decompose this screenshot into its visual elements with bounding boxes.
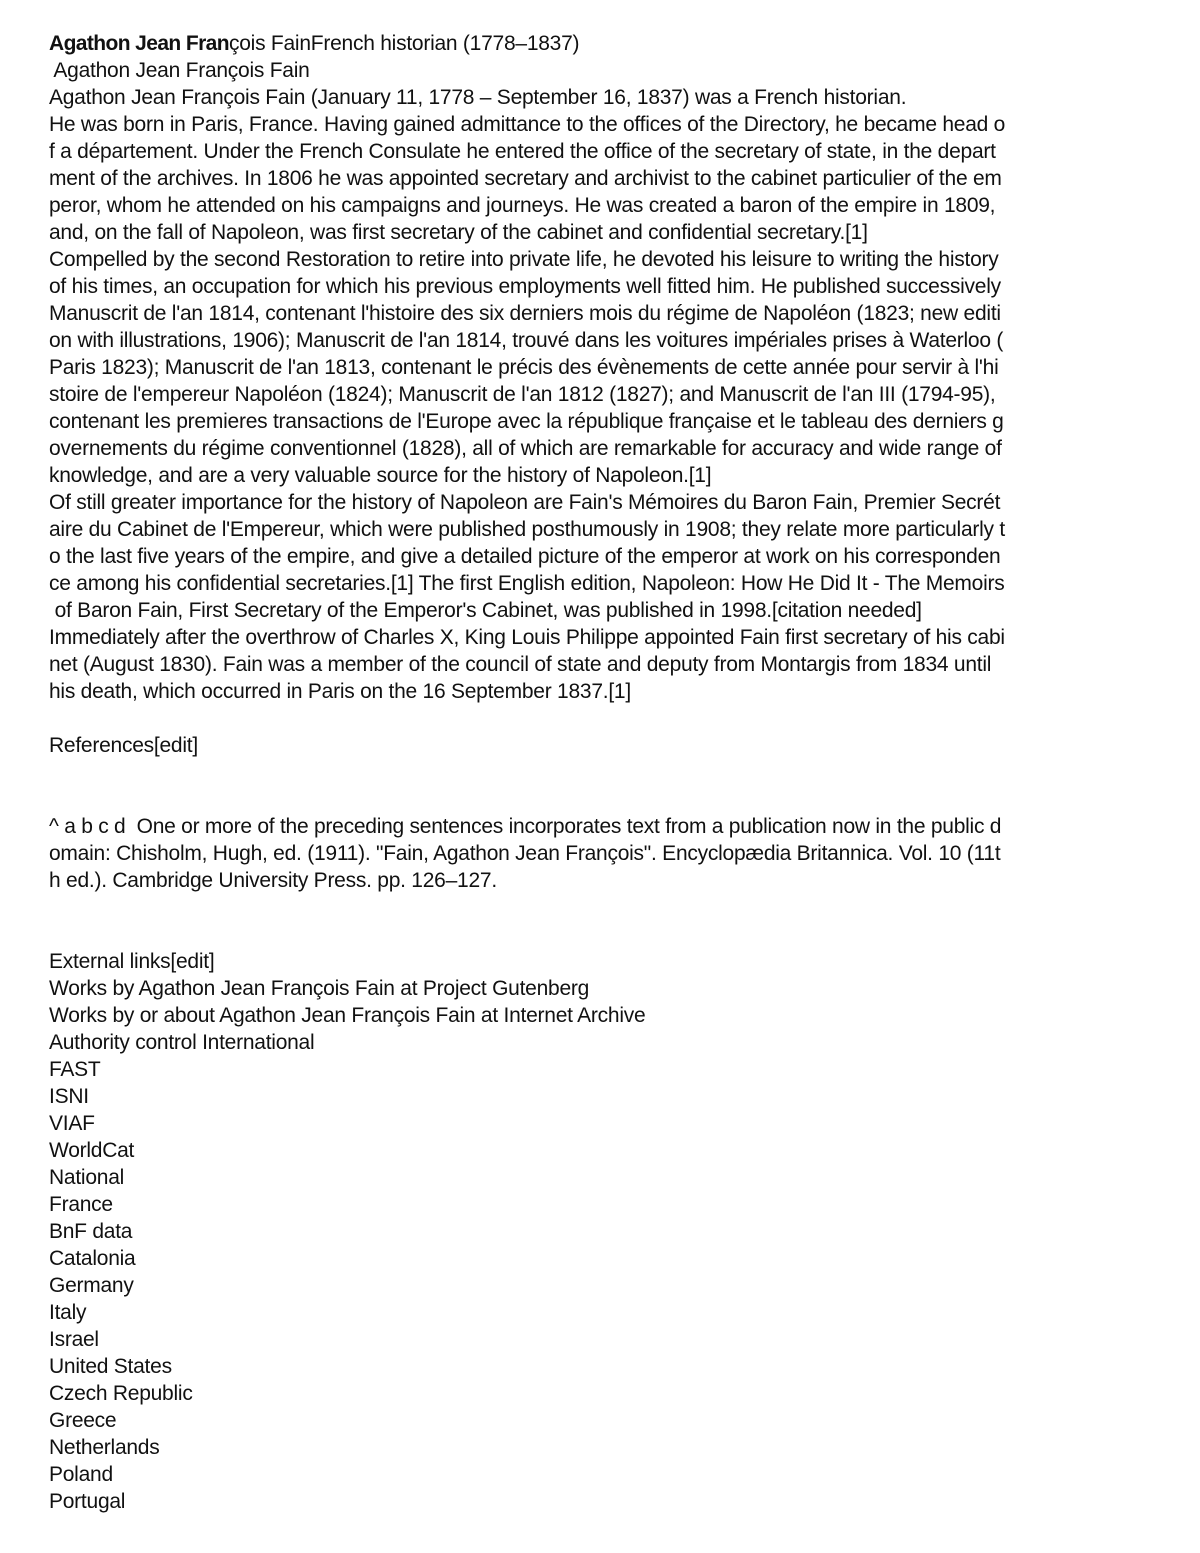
authority-item[interactable]: Netherlands: [49, 1436, 160, 1459]
article-body: [49, 84, 1149, 705]
body-line: net (August 1830). Fain was a member of the council of state and deputy from Montargis from 1834 until: [49, 653, 992, 676]
authority-item[interactable]: FAST: [49, 1058, 101, 1081]
external-link[interactable]: Works by or about Agathon Jean François Fain at Internet Archive: [49, 1004, 646, 1027]
body-line: Agathon Jean François Fain (January 11, 1778 – September 16, 1837) was a French historian.: [49, 86, 907, 109]
page-title-rest: çois FainFrench historian (1778–1837): [229, 32, 580, 55]
body-line: He was born in Paris, France. Having gained admittance to the offices of the Directory, he became head o: [49, 113, 1006, 136]
references-list: [49, 813, 1149, 894]
spacer: [49, 894, 1149, 921]
body-line: aire du Cabinet de l'Empereur, which were published posthumously in 1908; they relate more particularly t: [49, 518, 1005, 541]
authority-item[interactable]: BnF data: [49, 1220, 133, 1243]
body-line: overnements du régime conventionnel (1828), all of which are remarkable for accuracy and wide range of: [49, 437, 1002, 460]
authority-item[interactable]: Germany: [49, 1274, 134, 1297]
authority-item[interactable]: Catalonia: [49, 1247, 136, 1270]
authority-item[interactable]: Poland: [49, 1463, 113, 1486]
body-line: ce among his confidential secretaries.[1] The first English edition, Napoleon: How He Did It - The Memoirs: [49, 572, 1005, 595]
page-subtitle: Agathon Jean François Fain: [49, 59, 310, 82]
authority-item[interactable]: ISNI: [49, 1085, 89, 1108]
spacer: [49, 921, 1149, 948]
authority-control-list: [49, 1056, 1149, 1515]
authority-item[interactable]: Italy: [49, 1301, 87, 1324]
body-line: f a département. Under the French Consulate he entered the office of the secretary of state, in the depart: [49, 140, 996, 163]
body-line: o the last five years of the empire, and give a detailed picture of the emperor at work on his corresponden: [49, 545, 1001, 568]
body-line: peror, whom he attended on his campaigns and journeys. He was created a baron of the empire in 1809,: [49, 194, 996, 217]
authority-control-heading: Authority control International: [49, 1031, 315, 1054]
body-line: Paris 1823); Manuscrit de l'an 1813, contenant le précis des évènements de cette année pour servir à l'hi: [49, 356, 999, 379]
spacer: [49, 759, 1149, 786]
body-line: of Baron Fain, First Secretary of the Emperor's Cabinet, was published in 1998.[citation needed]: [49, 599, 922, 622]
authority-item[interactable]: Czech Republic: [49, 1382, 193, 1405]
body-line: of his times, an occupation for which his previous employments well fitted him. He published successively: [49, 275, 1001, 298]
body-line: stoire de l'empereur Napoléon (1824); Manuscrit de l'an 1812 (1827); and Manuscrit de l'an III (1794-95),: [49, 383, 996, 406]
spacer: [49, 786, 1149, 813]
external-link[interactable]: Works by Agathon Jean François Fain at Project Gutenberg: [49, 977, 590, 1000]
authority-item[interactable]: WorldCat: [49, 1139, 135, 1162]
authority-item[interactable]: Greece: [49, 1409, 117, 1432]
authority-item[interactable]: VIAF: [49, 1112, 95, 1135]
body-line: knowledge, and are a very valuable source for the history of Napoleon.[1]: [49, 464, 712, 487]
authority-item[interactable]: Portugal: [49, 1490, 126, 1513]
authority-item[interactable]: Israel: [49, 1328, 99, 1351]
body-line: Manuscrit de l'an 1814, contenant l'histoire des six derniers mois du régime de Napoléon (1823; new editi: [49, 302, 1001, 325]
body-line: Immediately after the overthrow of Charles X, King Louis Philippe appointed Fain first secretary of his cabi: [49, 626, 1005, 649]
external-links-list: [49, 975, 1149, 1029]
body-line: on with illustrations, 1906); Manuscrit de l'an 1814, trouvé dans les voitures impériales prises à Waterloo (: [49, 329, 1004, 352]
page-title: [49, 30, 1149, 57]
reference-line: h ed.). Cambridge University Press. pp. 126–127.: [49, 869, 497, 892]
document-page: [49, 30, 1149, 1515]
reference-line: omain: Chisholm, Hugh, ed. (1911). "Fain, Agathon Jean François". Encyclopædia Britannica. Vol. 10 (11t: [49, 842, 1001, 865]
spacer: [49, 705, 1149, 732]
references-heading: References[edit]: [49, 734, 198, 757]
body-line: his death, which occurred in Paris on the 16 September 1837.[1]: [49, 680, 631, 703]
body-line: ment of the archives. In 1806 he was appointed secretary and archivist to the cabinet particulier of the em: [49, 167, 1002, 190]
page-title-bold: Agathon Jean Fran: [49, 32, 229, 55]
authority-item[interactable]: France: [49, 1193, 113, 1216]
authority-item[interactable]: United States: [49, 1355, 172, 1378]
body-line: and, on the fall of Napoleon, was first secretary of the cabinet and confidential secretary.[1]: [49, 221, 868, 244]
body-line: Of still greater importance for the history of Napoleon are Fain's Mémoires du Baron Fain, Premier Secrét: [49, 491, 1001, 514]
reference-line: ^ a b c d One or more of the preceding sentences incorporates text from a publication now in the public d: [49, 815, 1002, 838]
authority-item: National: [49, 1166, 125, 1189]
body-line: Compelled by the second Restoration to retire into private life, he devoted his leisure to writing the history: [49, 248, 999, 271]
external-links-heading: External links[edit]: [49, 950, 215, 973]
body-line: contenant les premieres transactions de l'Europe avec la république française et le tableau des derniers g: [49, 410, 1004, 433]
